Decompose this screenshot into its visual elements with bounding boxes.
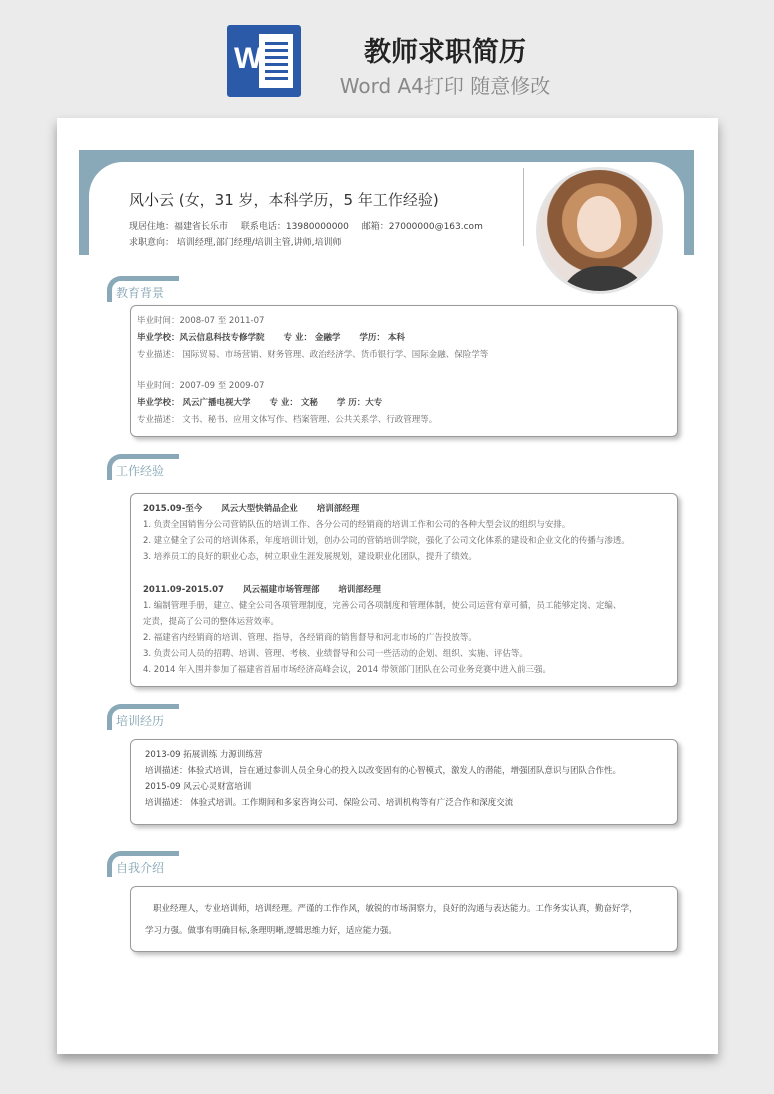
training-line: 培训描述： 体验式培训。工作期间和多家咨询公司、保险公司、培训机构等有广泛合作和深度交流 (145, 798, 514, 808)
email: 邮箱：27000000@163.com (361, 222, 483, 232)
photo-dress (559, 266, 649, 294)
intro-heading: 自我介绍 (107, 851, 179, 877)
header-divider (523, 168, 524, 246)
work-header-1: 2015.09-至今 风云大型快销品企业 培训部经理 (143, 504, 360, 514)
banner (0, 0, 774, 118)
residence: 现居住地：福建省长乐市 (129, 222, 229, 232)
edu-school-line-2: 毕业学校： 风云广播电视大学 专 业： 文秘 学 历：大专 (137, 398, 383, 408)
banner-subtitle: Word A4打印 随意修改 (339, 74, 551, 98)
contact-line (129, 219, 493, 232)
intro-box (130, 886, 678, 952)
resume-page (57, 118, 718, 1054)
edu-desc-2: 专业描述： 文书、秘书、应用文体写作、档案管理、公共关系学、行政管理等。 (137, 415, 438, 425)
job-intent: 求职意向： 培训经理,部门经理/培训主管,讲师,培训师 (129, 238, 342, 248)
education-box (130, 305, 678, 437)
word-letter: W (234, 42, 263, 75)
intro-line: 职业经理人，专业培训师，培训经理。严谨的工作作风，敏锐的市场洞察力，良好的沟通与表达能力。工作务实认真，勤奋好学， (153, 904, 638, 914)
edu-desc-1: 专业描述： 国际贸易、市场营销、财务管理、政治经济学、货币银行学、国际金融、保险学等 (137, 350, 489, 360)
training-box (130, 739, 678, 825)
intro-line: 学习力强。做事有明确目标,条理明晰,逻辑思维力好，适应能力强。 (145, 926, 397, 936)
document-icon (259, 34, 293, 88)
work-item: 定责，提高了公司的整体运营效率。 (143, 617, 280, 627)
work-heading: 工作经验 (107, 454, 179, 480)
candidate-name-line (129, 189, 439, 210)
training-line: 2015-09 风云心灵财富培训 (145, 782, 252, 792)
training-line: 2013-09 拓展训练 力源训练营 (145, 750, 263, 760)
profile-photo (536, 167, 663, 294)
training-line: 培训描述：体验式培训，旨在通过参训人员全身心的投入以改变固有的心智模式，激发人的潜能，增强团队意识与团队合作性。 (145, 766, 622, 776)
word-icon (227, 25, 301, 97)
work-item: 2. 福建省内经销商的培训、管理、指导，各经销商的销售督导和河北市场的广告投放等。 (143, 633, 477, 643)
work-item: 3. 负责公司人员的招聘、培训、管理、考核、业绩督导和公司一些活动的企划、组织、实施、评估等。 (143, 649, 528, 659)
edu-school-line-1: 毕业学校：风云信息科技专修学院 专 业： 金融学 学历： 本科 (137, 333, 405, 343)
work-item: 1. 负责全国销售分公司营销队伍的培训工作、各分公司的经销商的培训工作和公司的各种大型会议的组织与安排。 (143, 520, 571, 530)
work-item: 1. 编制管理手册，建立、健全公司各项管理制度，完善公司各项制度和管理体制，使公司运营有章可循，员工能够定岗、定编、 (143, 601, 622, 611)
edu-time-2: 毕业时间：2007-09 至 2009-07 (137, 381, 265, 391)
work-item: 2. 建立健全了公司的培训体系，年度培训计划，创办公司的营销培训学院，强化了公司文化体系的建设和企业文化的传播与渗透。 (143, 536, 630, 546)
phone: 联系电话：13980000000 (240, 222, 349, 232)
candidate-name: 风小云 (129, 191, 175, 209)
photo-face (577, 196, 621, 252)
edu-time-1: 毕业时间：2008-07 至 2011-07 (137, 316, 265, 326)
education-heading: 教育背景 (107, 276, 179, 302)
work-item: 3. 培养员工的良好的职业心态，树立职业生涯发展规划，建设职业化团队，提升了绩效。 (143, 552, 477, 562)
work-box (130, 493, 678, 687)
work-header-2: 2011.09-2015.07 风云福建市场管理部 培训部经理 (143, 585, 381, 595)
candidate-summary: (女，31 岁，本科学历，5 年工作经验) (178, 191, 439, 209)
training-heading: 培训经历 (107, 704, 179, 730)
banner-title: 教师求职简历 (364, 37, 526, 68)
work-item: 4. 2014 年入围并参加了福建省首届市场经济高峰会议，2014 带领部门团队在公司业务竞赛中进入前三强。 (143, 665, 551, 675)
